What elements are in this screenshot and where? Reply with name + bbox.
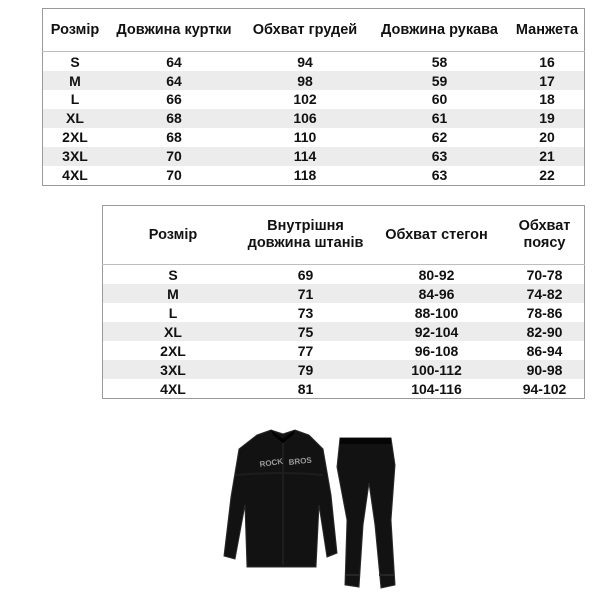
table-cell: 4XL: [103, 379, 244, 399]
table-row: [43, 52, 585, 72]
table-header-row: [103, 206, 585, 265]
table-cell: L: [43, 90, 108, 109]
table-row: [103, 265, 585, 285]
table-cell: 106: [241, 109, 369, 128]
table-row: [43, 147, 585, 166]
table-cell: 21: [510, 147, 585, 166]
table-cell: 92-104: [368, 322, 505, 341]
table-cell: 70-78: [505, 265, 585, 285]
table-cell: 118: [241, 166, 369, 186]
table-cell: 68: [107, 128, 241, 147]
jacket-size-table: [42, 8, 585, 186]
table-row: [43, 166, 585, 186]
table-cell: 73: [243, 303, 368, 322]
table-cell: 94: [241, 52, 369, 72]
table-row: [43, 128, 585, 147]
column-header: Довжина куртки: [107, 9, 241, 52]
table-cell: 96-108: [368, 341, 505, 360]
table-cell: 2XL: [103, 341, 244, 360]
table-row: [43, 109, 585, 128]
column-header: Розмір: [43, 9, 108, 52]
table-row: [103, 284, 585, 303]
table-cell: 74-82: [505, 284, 585, 303]
table-cell: 104-116: [368, 379, 505, 399]
table-row: [103, 341, 585, 360]
table-cell: 102: [241, 90, 369, 109]
column-header: Обхват поясу: [505, 206, 585, 265]
table-row: [103, 303, 585, 322]
table-cell: XL: [103, 322, 244, 341]
table-cell: 58: [369, 52, 510, 72]
table-row: [43, 90, 585, 109]
table-cell: 18: [510, 90, 585, 109]
table-cell: 98: [241, 71, 369, 90]
logo-right: BROS: [288, 455, 313, 467]
column-header: Розмір: [103, 206, 244, 265]
table-row: [103, 360, 585, 379]
table-cell: 61: [369, 109, 510, 128]
table-cell: 66: [107, 90, 241, 109]
table-cell: 2XL: [43, 128, 108, 147]
table-cell: 3XL: [103, 360, 244, 379]
jacket-illustration: [224, 430, 337, 567]
table-row: [103, 322, 585, 341]
table-cell: 63: [369, 147, 510, 166]
table-cell: M: [43, 71, 108, 90]
table-cell: 79: [243, 360, 368, 379]
table-cell: 68: [107, 109, 241, 128]
column-header: Манжета: [510, 9, 585, 52]
table-cell: 77: [243, 341, 368, 360]
table-cell: 60: [369, 90, 510, 109]
column-header: Обхват стегон: [368, 206, 505, 265]
table-cell: XL: [43, 109, 108, 128]
table-cell: 19: [510, 109, 585, 128]
table-cell: M: [103, 284, 244, 303]
table-cell: 22: [510, 166, 585, 186]
table-cell: 69: [243, 265, 368, 285]
table-cell: 75: [243, 322, 368, 341]
cycling-kit-image: [205, 425, 405, 595]
table-cell: 62: [369, 128, 510, 147]
table-cell: 17: [510, 71, 585, 90]
table-cell: 90-98: [505, 360, 585, 379]
table-cell: 71: [243, 284, 368, 303]
table-cell: S: [103, 265, 244, 285]
table-cell: 80-92: [368, 265, 505, 285]
column-header: Обхват грудей: [241, 9, 369, 52]
pants-illustration: [337, 438, 395, 588]
table-row: [43, 71, 585, 90]
table-cell: S: [43, 52, 108, 72]
table-cell: 70: [107, 166, 241, 186]
table-cell: 64: [107, 52, 241, 72]
table-cell: 70: [107, 147, 241, 166]
table-cell: 86-94: [505, 341, 585, 360]
table-header-row: [43, 9, 585, 52]
table-cell: 81: [243, 379, 368, 399]
table-cell: 100-112: [368, 360, 505, 379]
table-cell: 4XL: [43, 166, 108, 186]
table-cell: 64: [107, 71, 241, 90]
table-cell: 16: [510, 52, 585, 72]
table-row: [103, 379, 585, 399]
table-cell: L: [103, 303, 244, 322]
pants-size-table: [102, 205, 585, 399]
logo-left: ROCK: [259, 456, 284, 469]
table-cell: 84-96: [368, 284, 505, 303]
table-cell: 20: [510, 128, 585, 147]
table-cell: 63: [369, 166, 510, 186]
table-cell: 114: [241, 147, 369, 166]
table-cell: 94-102: [505, 379, 585, 399]
table-cell: 88-100: [368, 303, 505, 322]
table-cell: 78-86: [505, 303, 585, 322]
table-cell: 110: [241, 128, 369, 147]
table-cell: 59: [369, 71, 510, 90]
column-header: Довжина рукава: [369, 9, 510, 52]
table-cell: 3XL: [43, 147, 108, 166]
column-header: Внутрішня довжина штанів: [243, 206, 368, 265]
table-cell: 82-90: [505, 322, 585, 341]
